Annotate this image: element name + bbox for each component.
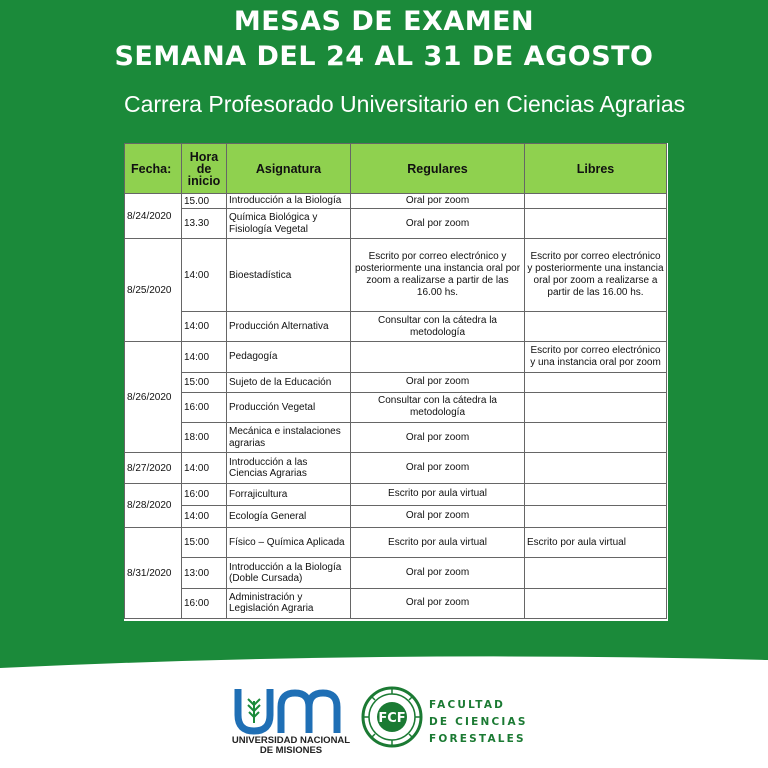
date-cell: 8/31/2020: [125, 528, 182, 619]
fcf-line-3: FORESTALES: [429, 733, 526, 745]
fcf-seal-text: FCF: [378, 711, 406, 726]
unam-caption-line-2: DE MISIONES: [259, 745, 323, 756]
regulares-cell: Oral por zoom: [351, 588, 525, 618]
fcf-name: [429, 697, 528, 748]
hora-cell: 16:00: [182, 588, 227, 618]
asignatura-cell: Introducción a la Biología (Doble Cursada): [227, 558, 351, 588]
libres-cell: [525, 392, 667, 422]
regulares-cell: Oral por zoom: [351, 423, 525, 453]
fcf-line-1: FACULTAD: [429, 699, 506, 711]
hora-cell: 16:00: [182, 483, 227, 505]
regulares-cell: Consultar con la cátedra la metodología: [351, 392, 525, 422]
regulares-cell: Oral por zoom: [351, 194, 525, 209]
table-row: [125, 392, 667, 422]
libres-cell: [525, 372, 667, 392]
header-regulares: Regulares: [351, 144, 525, 194]
table-row: [125, 209, 667, 239]
hora-cell: 13.30: [182, 209, 227, 239]
libres-cell: [525, 312, 667, 342]
libres-cell: [525, 505, 667, 527]
hora-cell: 15.00: [182, 194, 227, 209]
header-fecha: Fecha:: [125, 144, 182, 194]
asignatura-cell: Forrajicultura: [227, 483, 351, 505]
regulares-cell: Escrito por aula virtual: [351, 483, 525, 505]
hora-cell: 14:00: [182, 312, 227, 342]
regulares-cell: Escrito por correo electrónico y posteriormente una instancia oral por zoom a realizarse a partir de las 16.00 hs.: [351, 239, 525, 312]
hora-cell: 14:00: [182, 453, 227, 483]
date-cell: 8/24/2020: [125, 194, 182, 239]
hora-cell: 14:00: [182, 239, 227, 312]
table-row: [125, 342, 667, 372]
regulares-cell: Oral por zoom: [351, 209, 525, 239]
libres-cell: [525, 453, 667, 483]
asignatura-cell: Administración y Legislación Agraria: [227, 588, 351, 618]
subtitle: Carrera Profesorado Universitario en Ciencias Agrarias: [124, 91, 686, 117]
table-row: [125, 239, 667, 312]
regulares-cell: Oral por zoom: [351, 453, 525, 483]
asignatura-cell: Introducción a la Biología: [227, 194, 351, 209]
libres-cell: [525, 423, 667, 453]
libres-cell: Escrito por correo electrónico y posteriormente una instancia oral por zoom a realizarse a partir de las 16.00 hs.: [525, 239, 667, 312]
libres-cell: [525, 588, 667, 618]
regulares-cell: Oral por zoom: [351, 372, 525, 392]
regulares-cell: Oral por zoom: [351, 558, 525, 588]
libres-cell: Escrito por aula virtual: [525, 528, 667, 558]
asignatura-cell: Ecología General: [227, 505, 351, 527]
asignatura-cell: Físico – Química Aplicada: [227, 528, 351, 558]
regulares-cell: [351, 342, 525, 372]
date-cell: 8/28/2020: [125, 483, 182, 527]
table-row: [125, 453, 667, 483]
header-asignatura: Asignatura: [227, 144, 351, 194]
libres-cell: Escrito por correo electrónico y una instancia oral por zoom: [525, 342, 667, 372]
exam-table: [124, 143, 667, 619]
date-cell: 8/25/2020: [125, 239, 182, 342]
unam-caption-line-1: UNIVERSIDAD NACIONAL: [231, 735, 351, 746]
hora-cell: 18:00: [182, 423, 227, 453]
unam-caption: [226, 736, 356, 756]
hora-cell: 15:00: [182, 372, 227, 392]
date-cell: 8/26/2020: [125, 342, 182, 453]
hora-cell: 16:00: [182, 392, 227, 422]
asignatura-cell: Bioestadística: [227, 239, 351, 312]
hora-cell: 14:00: [182, 505, 227, 527]
table-row: [125, 505, 667, 527]
regulares-cell: Oral por zoom: [351, 505, 525, 527]
table-row: [125, 483, 667, 505]
asignatura-cell: Química Biológica y Fisiología Vegetal: [227, 209, 351, 239]
asignatura-cell: Sujeto de la Educación: [227, 372, 351, 392]
asignatura-cell: Introducción a las Ciencias Agrarias: [227, 453, 351, 483]
fcf-line-2: DE CIENCIAS: [429, 716, 528, 728]
hora-cell: 15:00: [182, 528, 227, 558]
date-cell: 8/27/2020: [125, 453, 182, 483]
table-row: [125, 312, 667, 342]
title-line-2: SEMANA DEL 24 AL 31 DE AGOSTO: [114, 41, 654, 72]
title-line-1: MESAS DE EXAMEN: [233, 6, 535, 37]
table-row: [125, 528, 667, 558]
libres-cell: [525, 209, 667, 239]
header-hora: Hora de inicio: [182, 144, 227, 194]
table-row: [125, 372, 667, 392]
libres-cell: [525, 194, 667, 209]
table-row: [125, 194, 667, 209]
asignatura-cell: Producción Vegetal: [227, 392, 351, 422]
table-row: [125, 588, 667, 618]
table-header-row: [125, 144, 667, 194]
asignatura-cell: Producción Alternativa: [227, 312, 351, 342]
header-libres: Libres: [525, 144, 667, 194]
regulares-cell: Consultar con la cátedra la metodología: [351, 312, 525, 342]
hora-cell: 13:00: [182, 558, 227, 588]
table-row: [125, 423, 667, 453]
libres-cell: [525, 483, 667, 505]
asignatura-cell: Pedagogía: [227, 342, 351, 372]
exam-table-container: [124, 143, 668, 621]
table-row: [125, 558, 667, 588]
hora-cell: 14:00: [182, 342, 227, 372]
asignatura-cell: Mecánica e instalaciones agrarias: [227, 423, 351, 453]
unam-logo: [233, 687, 349, 737]
libres-cell: [525, 558, 667, 588]
regulares-cell: Escrito por aula virtual: [351, 528, 525, 558]
fcf-seal-logo: [361, 686, 423, 748]
